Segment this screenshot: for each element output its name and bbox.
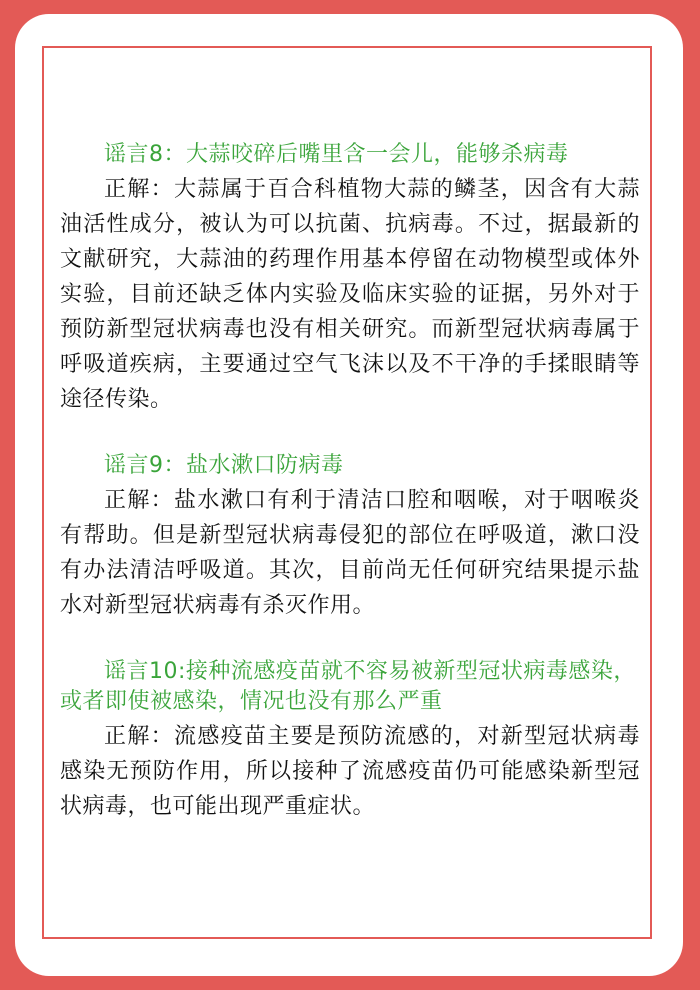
rumor-heading: 谣言10:接种流感疫苗就不容易被新型冠状病毒感染，或者即使被感染，情况也没有那么严重 [60,659,636,714]
rumor-heading: 谣言9：盐水漱口防病毒 [104,453,344,478]
answer-paragraph: 正解：大蒜属于百合科植物大蒜的鳞茎，因含有大蒜油活性成分，被认为可以抗菌、抗病毒。不过，据最新的文献研究，大蒜油的药理作用基本停留在动物模型或体外实验，目前还缺乏体内实验及临床实验的证据，另外对于预防新型冠状病毒也没有相关研究。而新型冠状病毒属于呼吸道疾病，主要通过空气飞沫以及不干净的手揉眼睛等途径传染。 [60,177,640,412]
rumor-heading: 谣言8：大蒜咬碎后嘴里含一会儿，能够杀病毒 [104,142,569,167]
rumor-section-10 [60,657,640,824]
content-card [15,14,683,976]
inner-frame [42,46,652,939]
rumor-section-9 [60,451,640,623]
answer-paragraph: 正解：盐水漱口有利于清洁口腔和咽喉，对于咽喉炎有帮助。但是新型冠状病毒侵犯的部位在呼吸道，漱口没有办法清洁呼吸道。其次，目前尚无任何研究结果提示盐水对新型冠状病毒有杀灭作用。 [60,488,640,618]
article-content [60,140,640,858]
answer-paragraph: 正解：流感疫苗主要是预防流感的，对新型冠状病毒感染无预防作用，所以接种了流感疫苗仍可能感染新型冠状病毒，也可能出现严重症状。 [60,724,640,819]
rumor-section-8 [60,140,640,417]
